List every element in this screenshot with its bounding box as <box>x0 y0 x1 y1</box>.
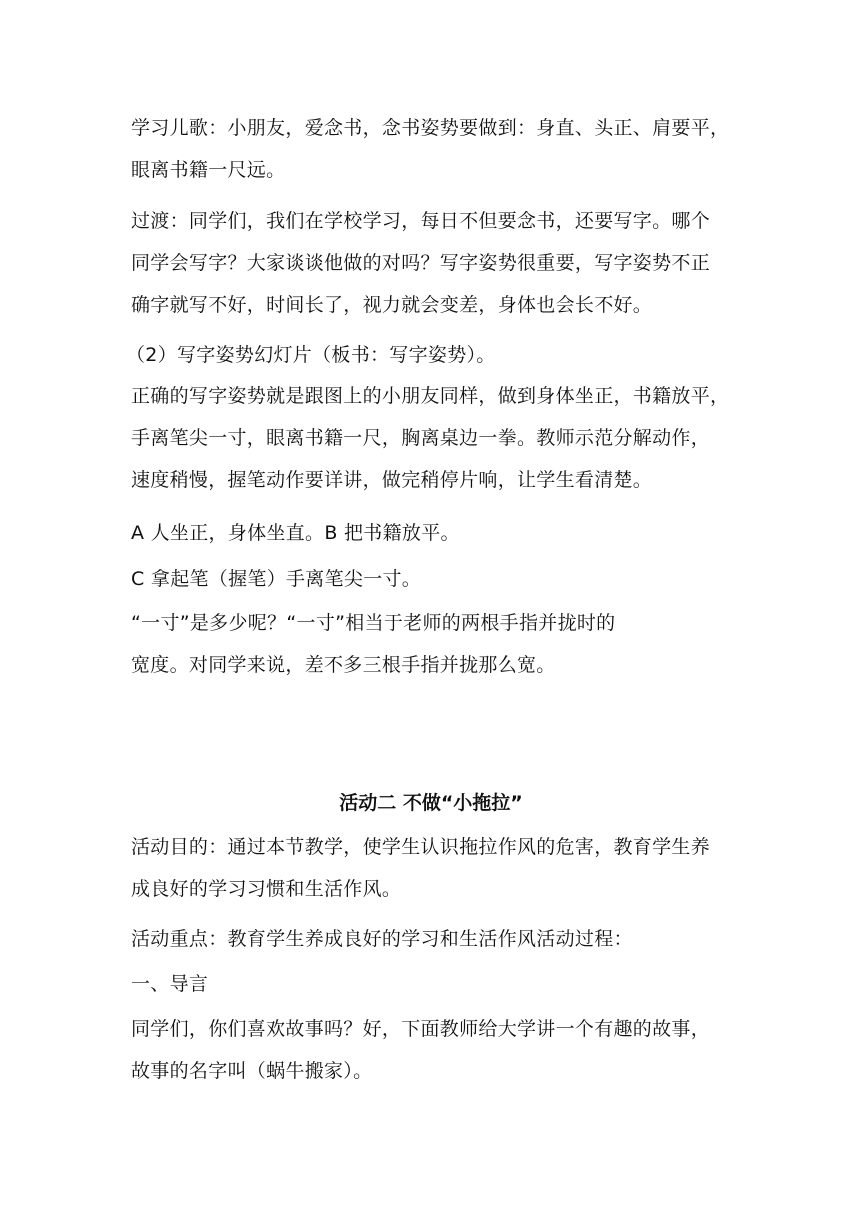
paragraph-step-a-b <box>131 512 731 554</box>
paragraph-slide-note <box>126 334 726 376</box>
paragraph-intro-heading <box>131 963 731 1005</box>
text-line: 一、导言 <box>131 973 209 995</box>
text-line: 眼离书籍一尺远。 <box>131 159 286 181</box>
text-line: 宽度。对同学来说，差不多三根手指并拢那么宽。 <box>131 654 556 676</box>
text-line: 确字就写不好，时间长了，视力就会变差，身体也会长不好。 <box>131 294 653 316</box>
text-line: 活动目的：通过本节教学，使学生认识拖拉作风的危害，教育学生养 <box>131 836 711 858</box>
text-line: 故事的名字叫（蜗牛搬家）。 <box>131 1060 373 1082</box>
text-line: 同学们，你们喜欢故事吗？好，下面教师给大学讲一个有趣的故事， <box>131 1018 711 1040</box>
paragraph-one-cun <box>131 602 731 686</box>
text-line: C 拿起笔（握笔）手离笔尖一寸。 <box>131 568 422 590</box>
paragraph-transition <box>131 200 731 326</box>
paragraph-story-intro <box>131 1008 731 1092</box>
text-line: A 人坐正，身体坐直。B 把书籍放平。 <box>131 522 460 544</box>
text-line: 手离笔尖一寸，眼离书籍一尺，胸离桌边一拳。教师示范分解动作， <box>131 427 711 449</box>
text-line: 过渡：同学们，我们在学校学习，每日不但要念书，还要写字。哪个 <box>131 210 711 232</box>
text-line: “一寸”是多少呢？“一寸”相当于老师的两根手指并拢时的 <box>131 612 616 634</box>
text-line: 成良好的学习习惯和生活作风。 <box>131 878 402 900</box>
text-line: 正确的写字姿势就是跟图上的小朋友同样，做到身体坐正，书籍放平， <box>131 385 730 407</box>
paragraph-step-c <box>131 558 731 600</box>
text-line: 速度稍慢，握笔动作要详讲，做完稍停片响，让学生看清楚。 <box>131 469 653 491</box>
text-line: （2）写字姿势幻灯片（板书：写字姿势）。 <box>126 344 496 366</box>
paragraph-nursery-rhyme <box>131 107 731 191</box>
section-heading: 活动二 不做“小拖拉” <box>339 792 523 814</box>
paragraph-correct-posture <box>131 375 731 501</box>
text-line: 同学会写字？大家谈谈他做的对吗？写字姿势很重要，写字姿势不正 <box>131 252 711 274</box>
text-line: 活动重点：教育学生养成良好的学习和生活作风活动过程： <box>131 928 633 950</box>
paragraph-activity-focus <box>131 918 731 960</box>
text-line: 学习儿歌：小朋友，爱念书，念书姿势要做到：身直、头正、肩要平， <box>131 117 730 139</box>
paragraph-activity-goal <box>131 826 731 910</box>
